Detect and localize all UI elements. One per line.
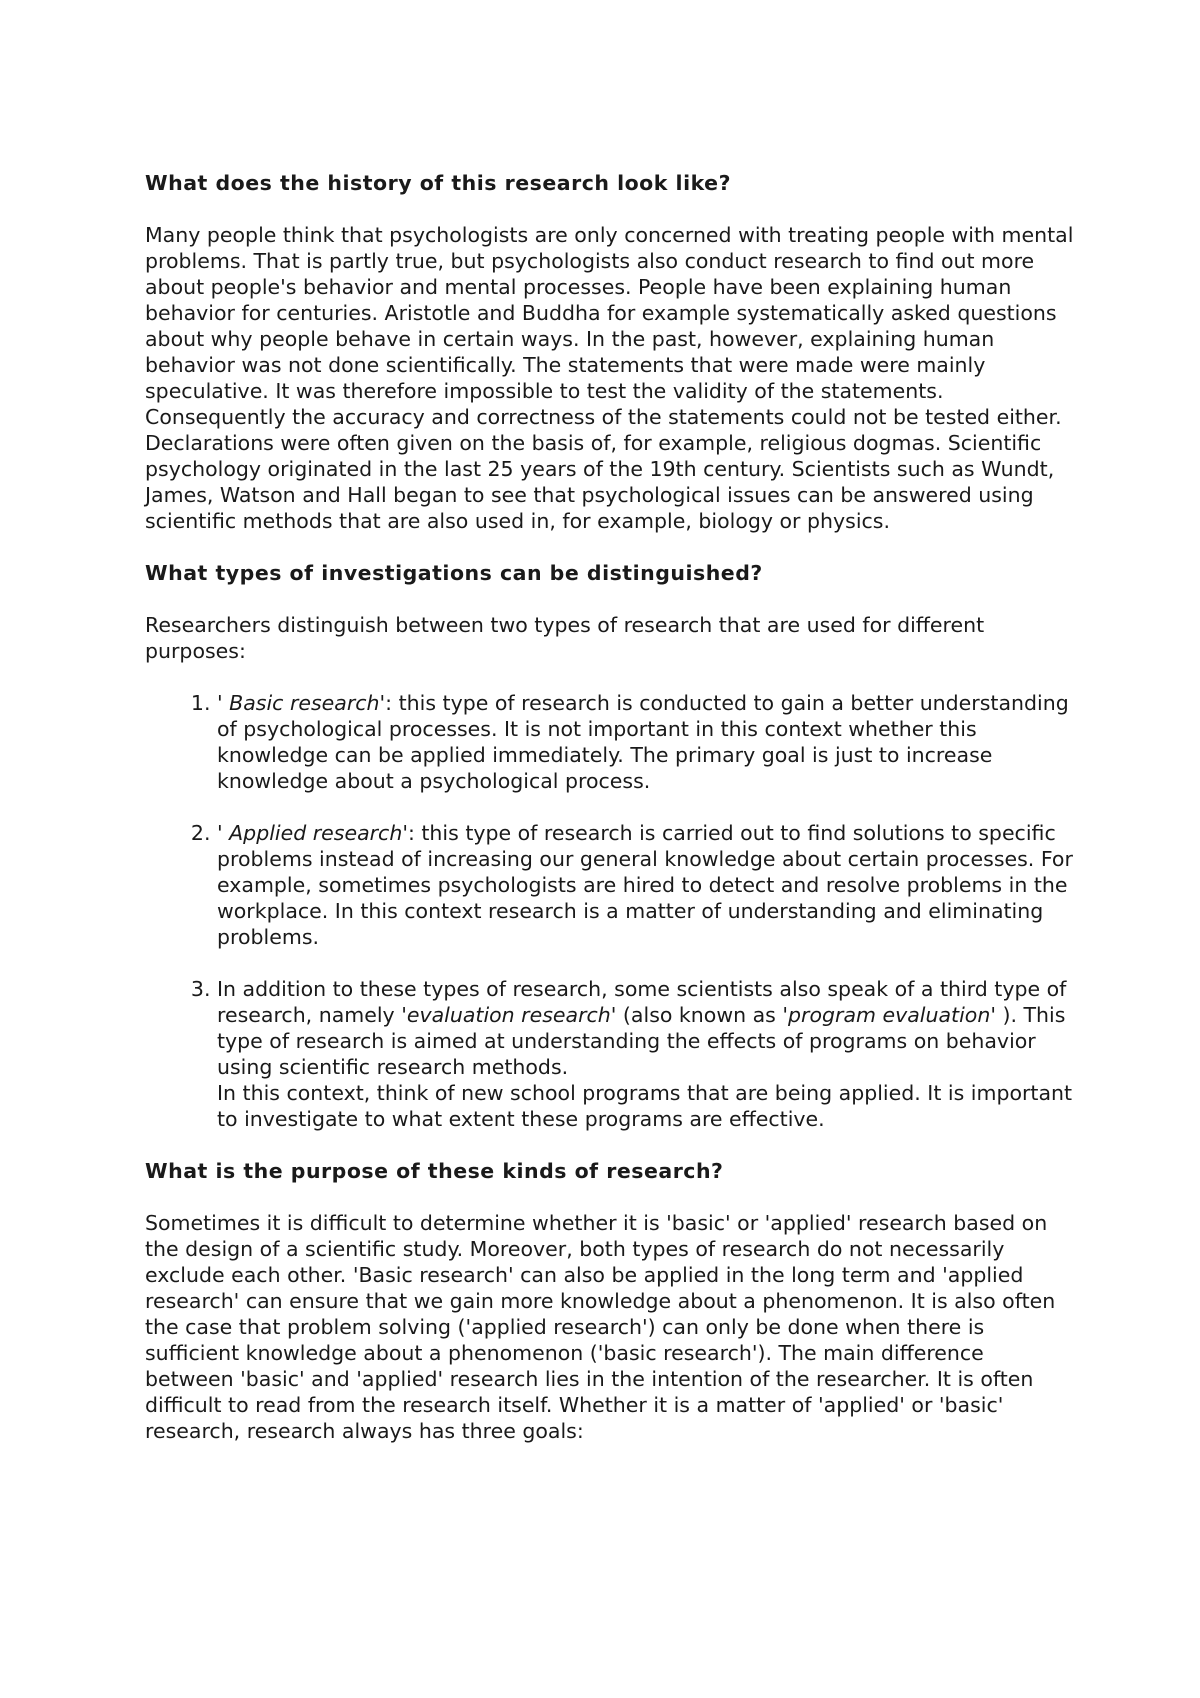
list-item-text: ' (also known as ' bbox=[610, 1003, 789, 1027]
section-paragraph: Researchers distinguish between two types of research that are used for different purposes: bbox=[145, 613, 985, 663]
list-item-quote: ': bbox=[379, 691, 393, 715]
list-item bbox=[217, 820, 1075, 950]
list-item-text: ' ). This type of research is aimed at understanding the effects of programs on behavior using scientific research methods. bbox=[217, 1003, 1066, 1079]
list-item-quote: ' bbox=[217, 691, 230, 715]
list-item-text: this type of research is conducted to gain a better understanding of psychological processes. It is not important in this context whether this knowledge can be applied immediately. The primary goal is just to increase knowledge about a psychological process. bbox=[217, 691, 1069, 793]
list-item-term: Applied research bbox=[229, 821, 403, 845]
research-types-list bbox=[145, 690, 1075, 1132]
section-paragraph: Many people think that psychologists are only concerned with treating people with mental problems. That is partly true, but psychologists also conduct research to find out more about people's behavior and mental processes. People have been explaining human behavior for centuries. Aristotle and Buddha for example systematically asked questions about why people behave in certain ways. In the past, however, explaining human behavior was not done scientifically. The statements that were made were mainly speculative. It was therefore impossible to test the validity of the statements. Consequently the accuracy and correctness of the statements could not be tested either. Declarations were often given on the basis of, for example, religious dogmas. Scientific psychology originated in the last 25 years of the 19th century. Scientists such as Wundt, James, Watson and Hall began to see that psychological issues can be answered using scientific methods that are also used in, for example, biology or physics. bbox=[145, 223, 1074, 533]
list-item-text: In addition to these types of research, some scientists also speak of a third type of research, namely ' bbox=[217, 977, 1067, 1027]
list-item-quote: ' bbox=[217, 821, 230, 845]
list-item-term: Basic research bbox=[229, 691, 380, 715]
section-paragraph: Sometimes it is difficult to determine whether it is 'basic' or 'applied' research based on the design of a scientific study. Moreover, both types of research do not necessarily exclude each other. 'Basic research' can also be applied in the long term and 'applied research' can ensure that we gain more knowledge about a phenomenon. It is also often the case that problem solving ('applied research') can only be done when there is sufficient knowledge about a phenomenon ('basic research'). The main difference between 'basic' and 'applied' research lies in the intention of the researcher. It is often difficult to read from the research itself. Whether it is a matter of 'applied' or 'basic' research, research always has three goals: bbox=[145, 1211, 1056, 1443]
list-item bbox=[217, 690, 1075, 794]
list-item-text: this type of research is carried out to find solutions to specific problems instead of increasing our general knowledge about certain processes. For example, sometimes psychologists are hired to detect and resolve problems in the workplace. In this context research is a matter of understanding and eliminating problems. bbox=[217, 821, 1073, 949]
list-item-text: In this context, think of new school programs that are being applied. It is important to investigate to what extent these programs are effective. bbox=[217, 1081, 1073, 1131]
list-item-term: evaluation research bbox=[406, 1003, 611, 1027]
list-item-term: program evaluation bbox=[788, 1003, 991, 1027]
section-heading: What does the history of this research look like? bbox=[145, 171, 731, 195]
document-page bbox=[145, 170, 1075, 1470]
list-item-quote: ': bbox=[402, 821, 415, 845]
list-item bbox=[217, 976, 1075, 1132]
section-heading: What is the purpose of these kinds of research? bbox=[145, 1159, 724, 1183]
section-heading: What types of investigations can be distinguished? bbox=[145, 561, 763, 585]
